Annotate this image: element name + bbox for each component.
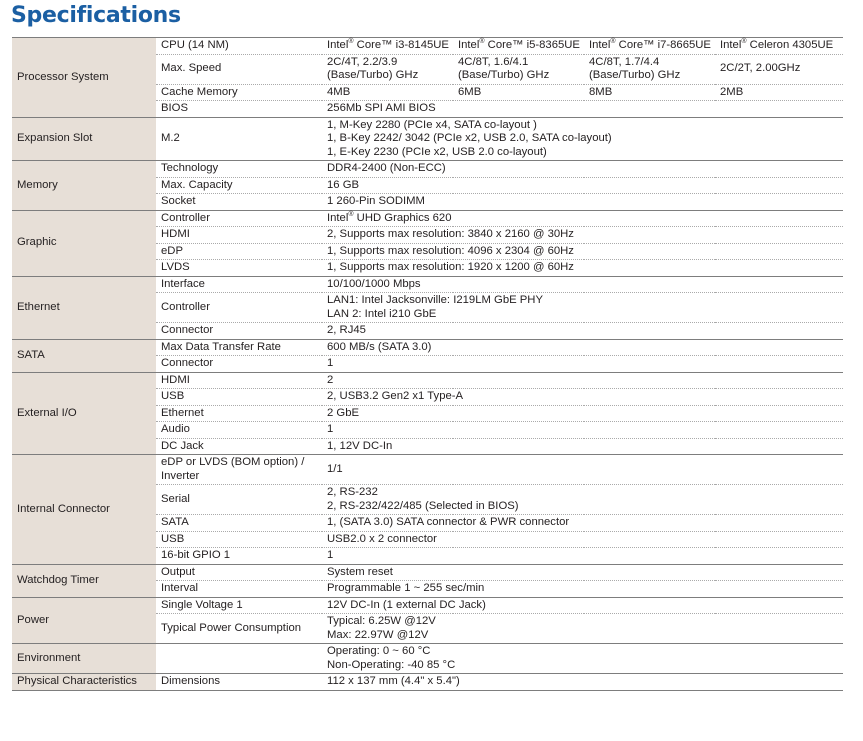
- spec-value: Programmable 1 ~ 255 sec/min: [322, 581, 843, 598]
- spec-label: Cache Memory: [156, 84, 322, 101]
- spec-row: [12, 372, 843, 389]
- spec-label: Max. Capacity: [156, 177, 322, 194]
- spec-value: Operating: 0 ~ 60 °C Non-Operating: -40 85 °C: [322, 644, 843, 674]
- spec-category: Watchdog Timer: [12, 564, 156, 597]
- spec-value: 1/1: [322, 455, 843, 485]
- spec-label: eDP or LVDS (BOM option) / Inverter: [156, 455, 322, 485]
- spec-value: Intel® Celeron 4305UE: [715, 38, 843, 55]
- spec-label: Max. Speed: [156, 54, 322, 84]
- spec-value: 8MB: [584, 84, 715, 101]
- spec-value: 1, Supports max resolution: 1920 x 1200 @ 60Hz: [322, 260, 843, 277]
- spec-category: Physical Characteristics: [12, 674, 156, 691]
- spec-value: Intel® Core™ i7-8665UE: [584, 38, 715, 55]
- spec-value: USB2.0 x 2 connector: [322, 531, 843, 548]
- spec-value: DDR4-2400 (Non-ECC): [322, 161, 843, 178]
- spec-value: 2MB: [715, 84, 843, 101]
- spec-value: 2, USB3.2 Gen2 x1 Type-A: [322, 389, 843, 406]
- spec-category: Graphic: [12, 210, 156, 276]
- spec-row: [12, 276, 843, 293]
- spec-value: Intel® Core™ i5-8365UE: [453, 38, 584, 55]
- spec-row: [12, 644, 843, 674]
- spec-value: 2 GbE: [322, 405, 843, 422]
- spec-label: HDMI: [156, 372, 322, 389]
- spec-label: Connector: [156, 323, 322, 340]
- spec-category: External I/O: [12, 372, 156, 455]
- page-title: Specifications: [11, 3, 181, 28]
- spec-category: Memory: [12, 161, 156, 211]
- spec-row: [12, 674, 843, 691]
- spec-value: System reset: [322, 564, 843, 581]
- spec-label: Controller: [156, 293, 322, 323]
- spec-label: M.2: [156, 117, 322, 161]
- spec-category: SATA: [12, 339, 156, 372]
- spec-label: BIOS: [156, 101, 322, 118]
- spec-category: Environment: [12, 644, 156, 674]
- spec-label: DC Jack: [156, 438, 322, 455]
- spec-value: 1, 12V DC-In: [322, 438, 843, 455]
- spec-value: LAN1: Intel Jacksonville: I219LM GbE PHY LAN 2: Intel i210 GbE: [322, 293, 843, 323]
- spec-value: Intel® Core™ i3-8145UE: [322, 38, 453, 55]
- spec-category: Processor System: [12, 38, 156, 118]
- spec-category: Ethernet: [12, 276, 156, 339]
- spec-label: USB: [156, 389, 322, 406]
- spec-label: Interval: [156, 581, 322, 598]
- spec-value: 600 MB/s (SATA 3.0): [322, 339, 843, 356]
- spec-label: Typical Power Consumption: [156, 614, 322, 644]
- spec-label: eDP: [156, 243, 322, 260]
- spec-row: [12, 455, 843, 485]
- spec-value: 1 260-Pin SODIMM: [322, 194, 843, 211]
- spec-label: 16-bit GPIO 1: [156, 548, 322, 565]
- spec-label: Socket: [156, 194, 322, 211]
- spec-value: 256Mb SPI AMI BIOS: [322, 101, 843, 118]
- spec-value: 10/100/1000 Mbps: [322, 276, 843, 293]
- spec-label: Serial: [156, 485, 322, 515]
- spec-value: 1: [322, 548, 843, 565]
- spec-label: USB: [156, 531, 322, 548]
- spec-value: 4C/8T, 1.6/4.1 (Base/Turbo) GHz: [453, 54, 584, 84]
- spec-label: LVDS: [156, 260, 322, 277]
- spec-value: 2C/2T, 2.00GHz: [715, 54, 843, 84]
- spec-value: 4C/8T, 1.7/4.4 (Base/Turbo) GHz: [584, 54, 715, 84]
- spec-label: Output: [156, 564, 322, 581]
- spec-value: 12V DC-In (1 external DC Jack): [322, 597, 843, 614]
- spec-value: 4MB: [322, 84, 453, 101]
- spec-category: Power: [12, 597, 156, 644]
- spec-row: [12, 210, 843, 227]
- spec-value: 1, M-Key 2280 (PCIe x4, SATA co-layout ) 1, B-Key 2242/ 3042 (PCIe x2, USB 2.0, SATA co-layout) 1, E-Key 2230 (PCIe x2, USB 2.0 co-layout): [322, 117, 843, 161]
- spec-label: Single Voltage 1: [156, 597, 322, 614]
- spec-label: Audio: [156, 422, 322, 439]
- spec-label: Connector: [156, 356, 322, 373]
- spec-value: Typical: 6.25W @12V Max: 22.97W @12V: [322, 614, 843, 644]
- spec-value: 1, (SATA 3.0) SATA connector & PWR connector: [322, 515, 843, 532]
- spec-value: 16 GB: [322, 177, 843, 194]
- spec-value: 1: [322, 422, 843, 439]
- spec-value: 1, Supports max resolution: 4096 x 2304 @ 60Hz: [322, 243, 843, 260]
- spec-label: Ethernet: [156, 405, 322, 422]
- spec-row: [12, 597, 843, 614]
- spec-label: HDMI: [156, 227, 322, 244]
- spec-row: [12, 339, 843, 356]
- spec-value: 2, Supports max resolution: 3840 x 2160 @ 30Hz: [322, 227, 843, 244]
- spec-label: CPU (14 NM): [156, 38, 322, 55]
- spec-row: [12, 38, 843, 55]
- spec-value: 112 x 137 mm (4.4" x 5.4"): [322, 674, 843, 691]
- spec-value: 2, RS-232 2, RS-232/422/485 (Selected in BIOS): [322, 485, 843, 515]
- spec-row: [12, 564, 843, 581]
- spec-category: Expansion Slot: [12, 117, 156, 161]
- spec-value: 2, RJ45: [322, 323, 843, 340]
- spec-label: Max Data Transfer Rate: [156, 339, 322, 356]
- spec-label: SATA: [156, 515, 322, 532]
- spec-label: [156, 644, 322, 674]
- spec-label: Dimensions: [156, 674, 322, 691]
- spec-label: Technology: [156, 161, 322, 178]
- spec-value: 1: [322, 356, 843, 373]
- specifications-table: [12, 37, 843, 691]
- spec-row: [12, 117, 843, 161]
- spec-label: Controller: [156, 210, 322, 227]
- spec-value: 2C/4T, 2.2/3.9 (Base/Turbo) GHz: [322, 54, 453, 84]
- spec-label: Interface: [156, 276, 322, 293]
- spec-value: 2: [322, 372, 843, 389]
- spec-value: Intel® UHD Graphics 620: [322, 210, 843, 227]
- spec-category: Internal Connector: [12, 455, 156, 565]
- spec-row: [12, 161, 843, 178]
- spec-value: 6MB: [453, 84, 584, 101]
